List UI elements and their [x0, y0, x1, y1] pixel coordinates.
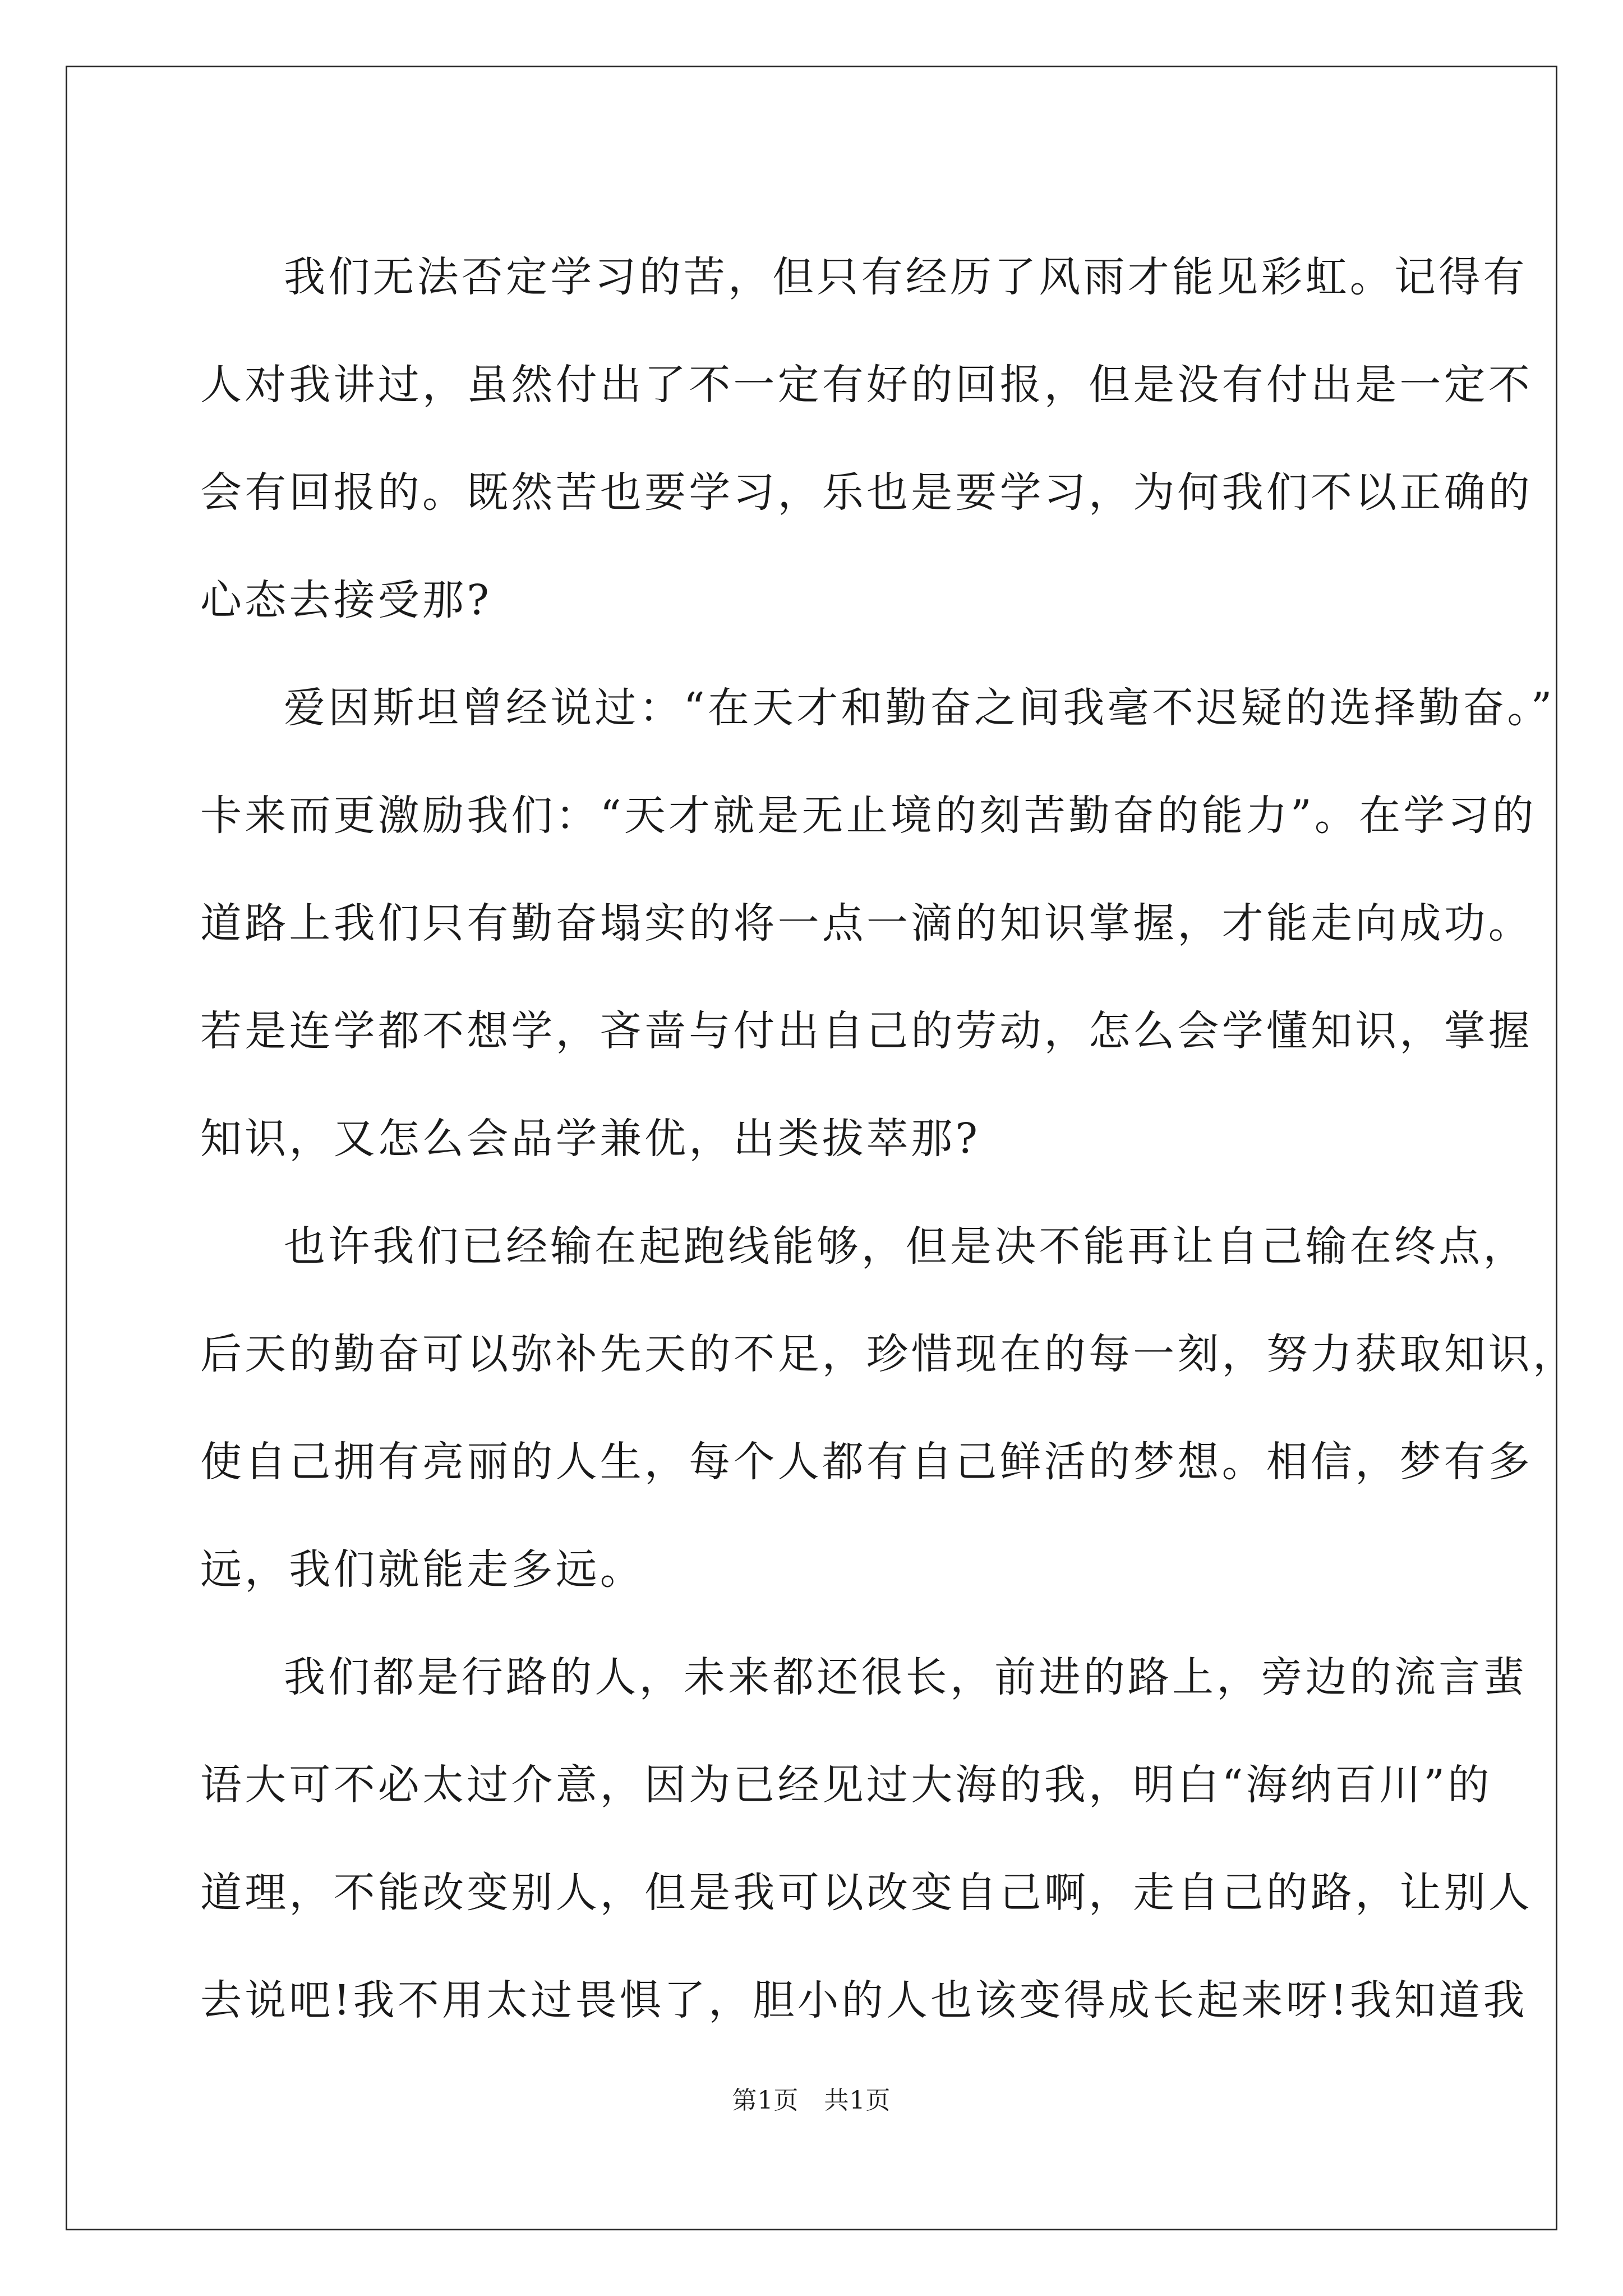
- text-line: 卡来而更激励我们：“天才就是无止境的刻苦勤奋的能力”。在学习的: [200, 792, 1537, 840]
- text-line: 语大可不必太过介意，因为已经见过大海的我，明白“海纳百川”的: [200, 1761, 1492, 1809]
- text-line: 去说吧!我不用太过畏惧了，胆小的人也该变得成长起来呀!我知道我: [200, 1976, 1528, 2024]
- document-body: [200, 220, 1578, 2051]
- text-line: 也许我们已经输在起跑线能够，但是决不能再让自己输在终点，: [284, 1222, 1528, 1271]
- text-line: 远，我们就能走多远。: [200, 1545, 644, 1594]
- text-line: 会有回报的。既然苦也要学习，乐也是要学习，为何我们不以正确的: [200, 468, 1533, 517]
- text-line: 知识，又怎么会品学兼优，出类拔萃那?: [200, 1115, 981, 1163]
- text-line: 人对我讲过，虽然付出了不一定有好的回报，但是没有付出是一定不: [200, 361, 1533, 409]
- text-line: 道理，不能改变别人，但是我可以改变自己啊，走自己的路，让别人: [200, 1869, 1533, 1917]
- text-line: 后天的勤奋可以弥补先天的不足，珍惜现在的每一刻，努力获取知识，: [200, 1330, 1578, 1378]
- text-line: 若是连学都不想学，吝啬与付出自己的劳动，怎么会学懂知识，掌握: [200, 1007, 1533, 1055]
- text-line: 道路上我们只有勤奋塌实的将一点一滴的知识掌握，才能走向成功。: [200, 899, 1533, 947]
- text-line: 使自己拥有亮丽的人生，每个人都有自己鲜活的梦想。相信，梦有多: [200, 1438, 1533, 1486]
- text-line: 爱因斯坦曾经说过：“在天才和勤奋之间我毫不迟疑的选择勤奋。”: [284, 684, 1555, 732]
- text-line: 我们都是行路的人，未来都还很长，前进的路上，旁边的流言蜚: [284, 1653, 1528, 1701]
- text-line: 心态去接受那?: [200, 576, 492, 624]
- text-line: 我们无法否定学习的苦，但只有经历了风雨才能见彩虹。记得有: [284, 253, 1528, 301]
- page-number-footer: 第1页 共1页: [732, 2086, 891, 2115]
